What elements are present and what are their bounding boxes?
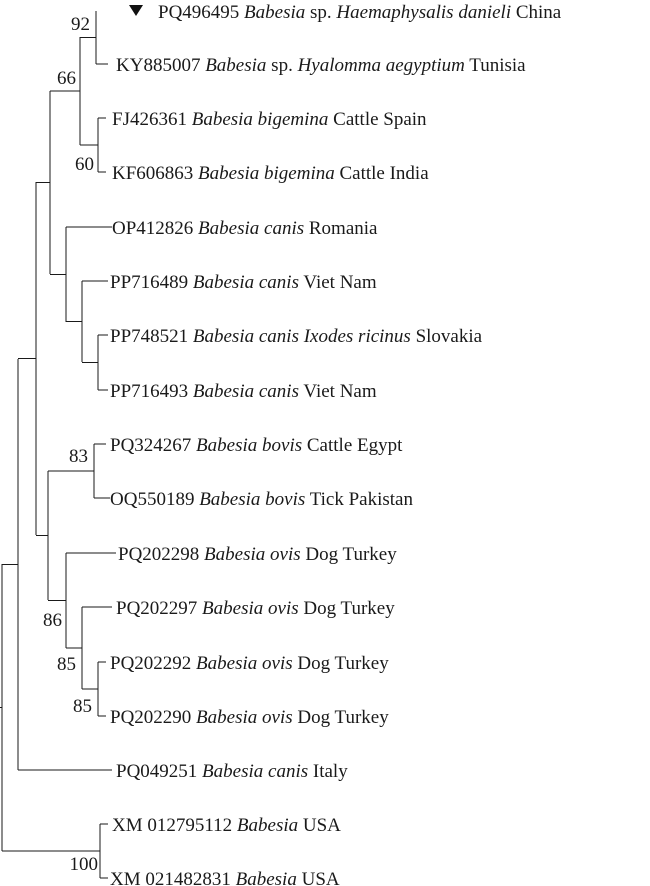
taxon-name-italic: Hyalomma aegyptium	[297, 55, 465, 76]
taxon-name-italic: Babesia	[236, 815, 299, 836]
taxon-name-italic: Babesia canis Ixodes ricinus	[192, 326, 411, 347]
taxon-name-text: PQ324267	[110, 435, 197, 456]
taxon-label	[112, 109, 427, 130]
taxon-name-italic: Babesia ovis	[196, 707, 293, 728]
taxon-name-text: OQ550189	[110, 489, 200, 510]
taxon-name-text: Tunisia	[464, 55, 526, 76]
bootstrap-value: 85	[73, 696, 92, 717]
taxon-name-text: PQ202298	[118, 544, 205, 565]
taxon-label	[112, 815, 341, 836]
taxon-label	[110, 326, 483, 347]
taxon-name-italic: Babesia bigemina	[198, 163, 335, 184]
taxon-name-italic: Babesia ovis	[204, 544, 301, 565]
taxon-name-text: Cattle Egypt	[302, 435, 403, 456]
taxon-name-text: FJ426361	[112, 109, 192, 130]
taxon-name-text: Dog Turkey	[292, 707, 389, 728]
bootstrap-value: 83	[69, 446, 88, 467]
bootstrap-value: 100	[69, 854, 98, 875]
taxon-name-text: Slovakia	[410, 326, 483, 347]
taxon-name-italic: Babesia canis	[198, 218, 305, 239]
taxon-label	[110, 489, 413, 510]
taxon-name-italic: Babesia bigemina	[191, 109, 329, 130]
taxon-name-text: Tick Pakistan	[305, 489, 413, 510]
taxon-label	[118, 544, 397, 565]
taxon-label	[112, 218, 378, 239]
taxon-label	[110, 381, 377, 402]
taxon-name-text: XM 012795112	[112, 815, 237, 836]
taxon-name-text: Cattle Spain	[328, 109, 427, 130]
taxon-name-text: Dog Turkey	[292, 653, 389, 674]
bootstrap-value: 66	[57, 68, 76, 89]
bootstrap-values	[43, 14, 98, 875]
taxon-label	[158, 2, 562, 23]
taxon-name-italic: Babesia canis	[192, 381, 299, 402]
taxon-name-text: Dog Turkey	[298, 598, 395, 619]
taxon-name-italic: Babesia	[235, 869, 297, 886]
taxon-name-italic: Babesia canis	[192, 272, 299, 293]
taxon-name-text: Dog Turkey	[300, 544, 397, 565]
taxon-name-text: USA	[296, 869, 340, 886]
taxon-name-italic: Babesia	[244, 2, 306, 23]
taxon-name-italic: Babesia ovis	[202, 598, 299, 619]
taxon-name-text: PQ202297	[116, 598, 203, 619]
taxon-name-text: PQ049251	[116, 761, 203, 782]
taxon-label	[110, 869, 340, 886]
taxon-name-italic: Babesia	[205, 55, 267, 76]
taxon-name-text: PP748521	[110, 326, 193, 347]
taxon-label	[110, 272, 377, 293]
taxon-name-text: Cattle India	[334, 163, 429, 184]
taxon-name-italic: Haemaphysalis danieli	[336, 2, 512, 23]
taxon-name-italic: Babesia canis	[202, 761, 309, 782]
bootstrap-value: 85	[57, 654, 76, 675]
taxon-name-text: Viet Nam	[298, 381, 377, 402]
taxon-name-text: PQ202292	[110, 653, 197, 674]
taxon-label	[116, 55, 526, 76]
taxon-name-text: OP412826	[112, 218, 199, 239]
taxon-name-text: KY885007	[116, 55, 206, 76]
taxon-name-text: PQ496495	[158, 2, 245, 23]
taxon-label	[116, 598, 395, 619]
bootstrap-value: 86	[43, 610, 62, 631]
taxon-labels	[110, 2, 562, 886]
taxon-label	[110, 653, 389, 674]
taxon-name-italic: Babesia ovis	[196, 653, 293, 674]
taxon-name-text: sp.	[266, 55, 298, 76]
taxon-name-text: PP716493	[110, 381, 193, 402]
bootstrap-value: 60	[75, 154, 94, 175]
taxon-label	[110, 707, 389, 728]
bootstrap-value: 92	[71, 14, 90, 35]
tree-branches	[0, 11, 116, 878]
taxon-name-text: USA	[298, 815, 341, 836]
filled-down-triangle-icon	[129, 5, 143, 16]
taxon-name-italic: Babesia bovis	[196, 435, 303, 456]
taxon-name-text: Viet Nam	[298, 272, 377, 293]
taxon-label	[110, 435, 403, 456]
taxon-name-text: Romania	[304, 218, 378, 239]
taxon-name-text: PP716489	[110, 272, 193, 293]
taxon-name-text: KF606863	[112, 163, 199, 184]
taxon-name-text: PQ202290	[110, 707, 197, 728]
taxon-name-text: sp.	[305, 2, 337, 23]
taxon-name-text: China	[511, 2, 562, 23]
taxon-label	[116, 761, 348, 782]
taxon-name-text: Italy	[308, 761, 348, 782]
taxon-name-text: XM 021482831	[110, 869, 236, 886]
taxon-name-italic: Babesia bovis	[199, 489, 306, 510]
taxon-label	[112, 163, 429, 184]
